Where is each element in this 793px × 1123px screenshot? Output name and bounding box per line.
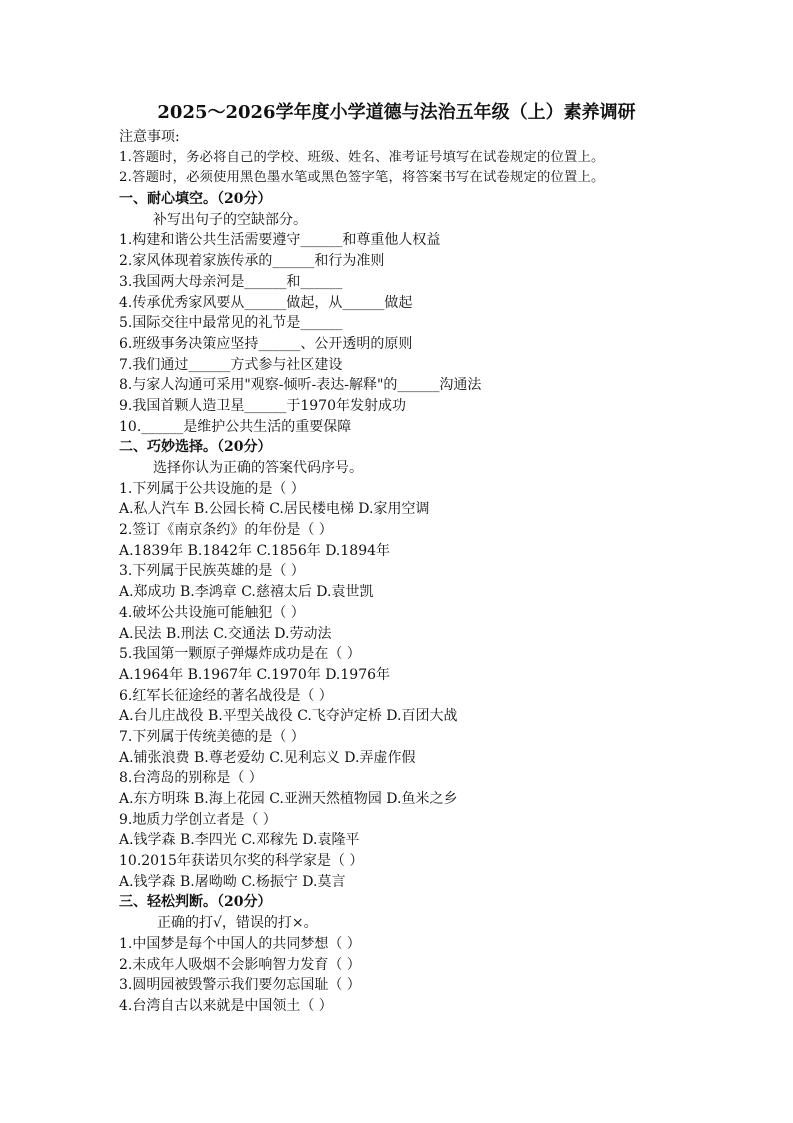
note-item: 2.答题时，必须使用黑色墨水笔或黑色签字笔，将答案书写在试卷规定的位置上。 bbox=[119, 170, 605, 186]
fill-question: 6.班级事务决策应坚持______、公开透明的原则 bbox=[119, 335, 413, 352]
section-heading: 三、轻松判断。（20分） bbox=[119, 894, 272, 911]
section-heading: 一、耐心填空。（20分） bbox=[119, 191, 272, 208]
exam-content bbox=[119, 127, 739, 1017]
judge-question: 2.未成年人吸烟不会影响智力发育（ ） bbox=[119, 956, 361, 973]
choice-options: A.台儿庄战役 B.平型关战役 C.飞夺泸定桥 D.百团大战 bbox=[119, 708, 458, 725]
fill-question: 4.传承优秀家风要从______做起，从______做起 bbox=[119, 294, 413, 311]
choice-options: A.民法 B.刑法 C.交通法 D.劳动法 bbox=[119, 625, 332, 642]
judge-question: 3.圆明园被毁警示我们要勿忘国耻（ ） bbox=[119, 977, 361, 994]
choice-question: 2.签订《南京条约》的年份是（ ） bbox=[119, 522, 333, 539]
fill-question: 7.我们通过______方式参与社区建设 bbox=[119, 356, 343, 373]
fill-question: 9.我国首颗人造卫星______于1970年发射成功 bbox=[119, 397, 406, 414]
section-heading: 二、巧妙选择。（20分） bbox=[119, 439, 272, 456]
section-instruction: 补写出句子的空缺部分。 bbox=[153, 211, 307, 228]
choice-options: A.钱学森 B.屠呦呦 C.杨振宁 D.莫言 bbox=[119, 873, 346, 890]
judge-question: 1.中国梦是每个中国人的共同梦想（ ） bbox=[119, 935, 361, 952]
choice-options: A.钱学森 B.李四光 C.邓稼先 D.袁隆平 bbox=[119, 832, 360, 849]
choice-question: 9.地质力学创立者是（ ） bbox=[119, 811, 277, 828]
page-title: 2025～2026学年度小学道德与法治五年级（上）素养调研 bbox=[157, 102, 636, 123]
section-instruction: 选择你认为正确的答案代码序号。 bbox=[153, 460, 363, 476]
section-instruction: 正确的打√，错误的打×。 bbox=[157, 915, 318, 932]
choice-options: A.私人汽车 B.公园长椅 C.居民楼电梯 D.家用空调 bbox=[119, 501, 430, 518]
choice-question: 10.2015年获诺贝尔奖的科学家是（ ） bbox=[119, 853, 364, 870]
choice-question: 1.下列属于公共设施的是（ ） bbox=[119, 480, 305, 497]
fill-question: 5.国际交往中最常见的礼节是______ bbox=[119, 315, 343, 332]
fill-question: 8.与家人沟通可采用"观察-倾听-表达-解释"的______沟通法 bbox=[119, 377, 482, 394]
note-item: 1.答题时，务必将自己的学校、班级、姓名、准考证号填写在试卷规定的位置上。 bbox=[119, 149, 605, 165]
choice-options: A.1964年 B.1967年 C.1970年 D.1976年 bbox=[119, 666, 391, 683]
choice-options: A.郑成功 B.李鸿章 C.慈禧太后 D.袁世凯 bbox=[119, 584, 374, 601]
notes-heading: 注意事项: bbox=[119, 129, 180, 145]
choice-question: 7.下列属于传统美德的是（ ） bbox=[119, 728, 305, 745]
choice-question: 5.我国第一颗原子弹爆炸成功是在（ ） bbox=[119, 646, 361, 663]
fill-question: 1.构建和谐公共生活需要遵守______和尊重他人权益 bbox=[119, 232, 441, 249]
choice-question: 8.台湾岛的别称是（ ） bbox=[119, 770, 263, 787]
fill-question: 3.我国两大母亲河是______和______ bbox=[119, 273, 343, 290]
choice-question: 6.红军长征途经的著名战役是（ ） bbox=[119, 687, 333, 704]
choice-question: 3.下列属于民族英雄的是（ ） bbox=[119, 563, 305, 580]
fill-question: 2.家风体现着家族传承的______和行为准则 bbox=[119, 253, 385, 270]
choice-options: A.东方明珠 B.海上花园 C.亚洲天然植物园 D.鱼米之乡 bbox=[119, 791, 458, 807]
choice-options: A.铺张浪费 B.尊老爱幼 C.见利忘义 D.弄虚作假 bbox=[119, 749, 416, 766]
choice-question: 4.破坏公共设施可能触犯（ ） bbox=[119, 604, 305, 621]
judge-question: 4.台湾自古以来就是中国领土（ ） bbox=[119, 997, 333, 1014]
choice-options: A.1839年 B.1842年 C.1856年 D.1894年 bbox=[119, 542, 391, 559]
fill-question: 10.______是维护公共生活的重要保障 bbox=[119, 418, 352, 435]
